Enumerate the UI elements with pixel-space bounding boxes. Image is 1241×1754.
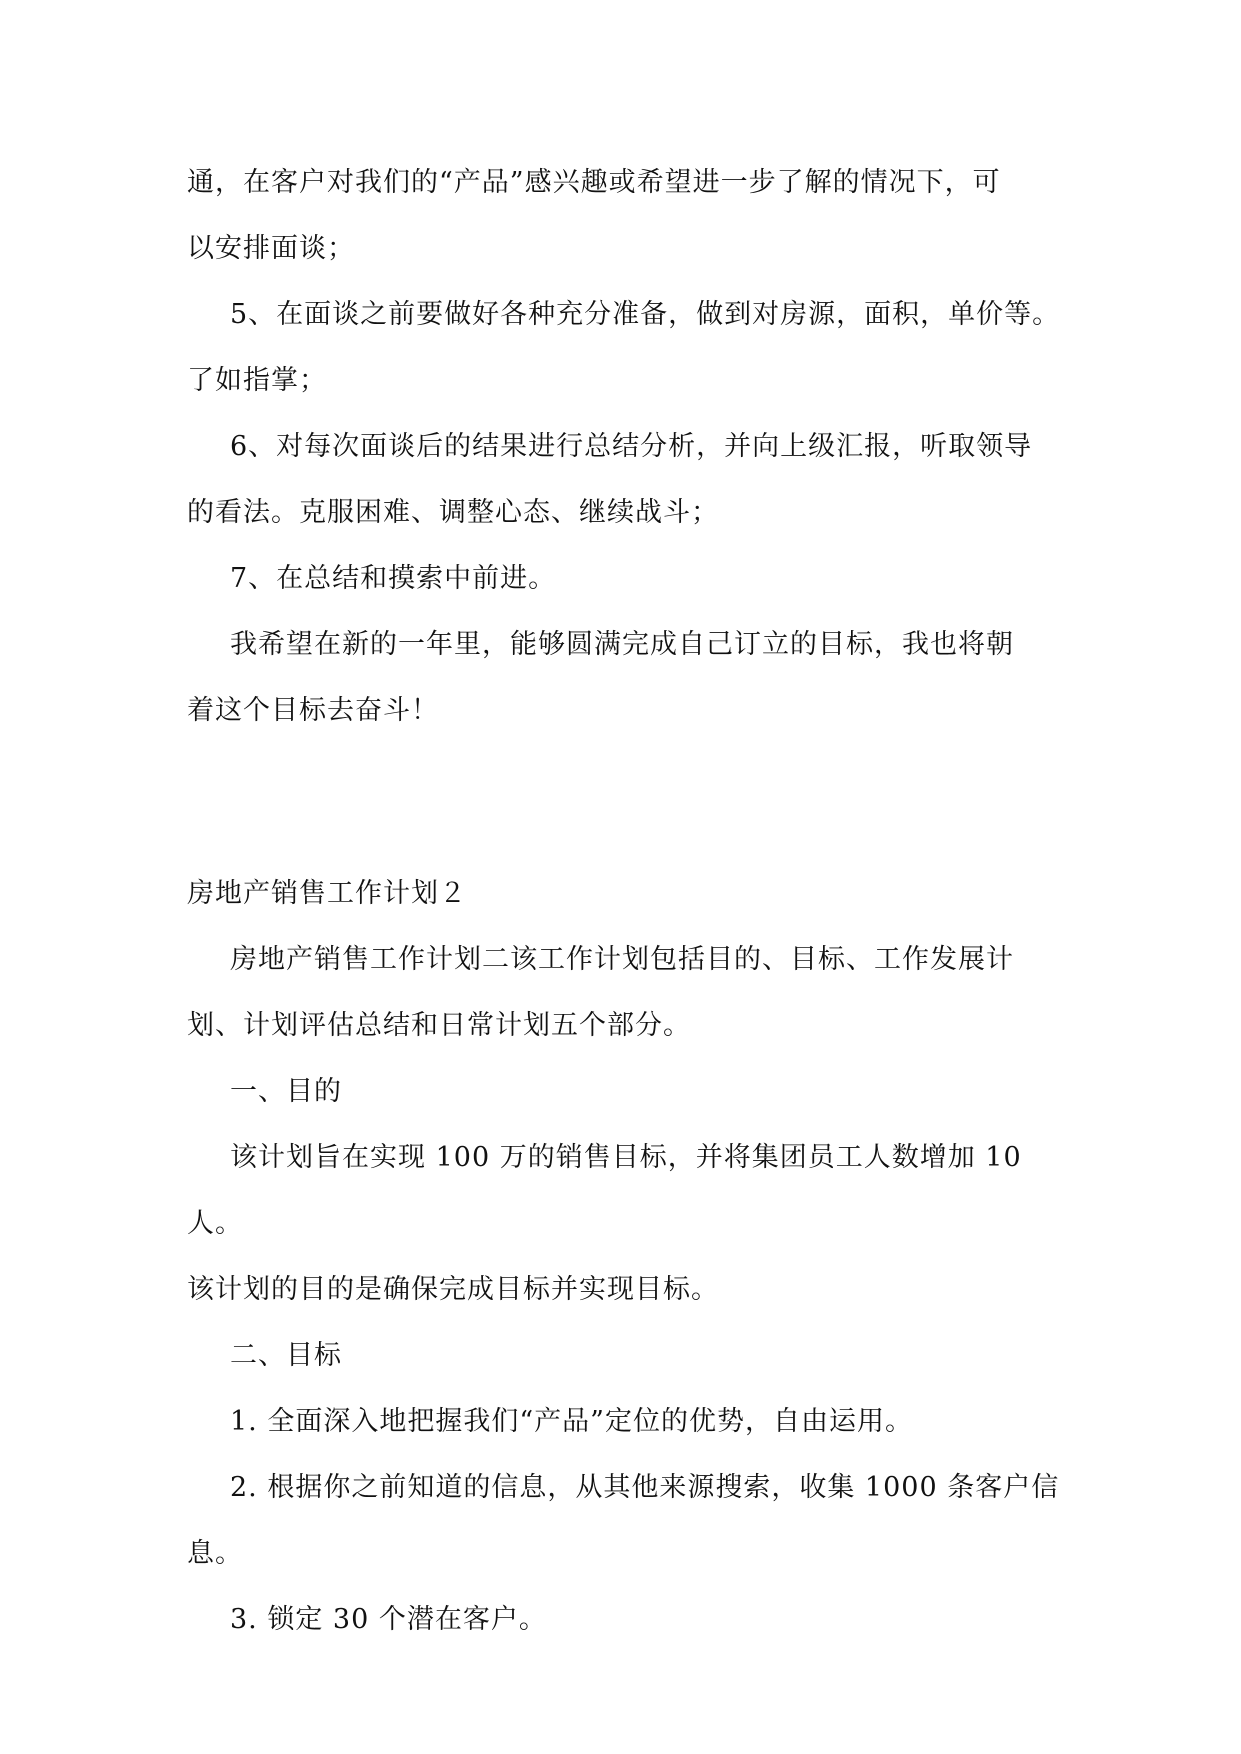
- document-section-2: [187, 861, 1067, 1653]
- paragraph-line: 了如指掌；: [187, 365, 327, 396]
- paragraph-line: 7、在总结和摸索中前进。: [230, 563, 557, 594]
- paragraph-line: 该计划的目的是确保完成目标并实现目标。: [187, 1274, 719, 1305]
- paragraph-line: 6、对每次面谈后的结果进行总结分析，并向上级汇报，听取领导: [230, 431, 1033, 462]
- document-section-1: [187, 150, 1067, 744]
- paragraph-line: 3. 锁定 30 个潜在客户。: [230, 1604, 547, 1635]
- paragraph-line: 息。: [187, 1538, 243, 1569]
- paragraph-line: 2. 根据你之前知道的信息，从其他来源搜索，收集 1000 条客户信: [230, 1472, 1060, 1503]
- paragraph-line: 以安排面谈；: [187, 233, 355, 264]
- paragraph-line: 一、目的: [230, 1076, 342, 1107]
- paragraph-line: 通，在客户对我们的“产品”感兴趣或希望进一步了解的情况下，可: [187, 167, 1001, 198]
- paragraph-line: 1. 全面深入地把握我们“产品”定位的优势，自由运用。: [230, 1406, 913, 1437]
- paragraph-line: 二、目标: [230, 1340, 342, 1371]
- paragraph-line: 我希望在新的一年里，能够圆满完成自己订立的目标，我也将朝: [230, 629, 1014, 660]
- paragraph-line: 划、计划评估总结和日常计划五个部分。: [187, 1010, 691, 1041]
- paragraph-line: 房地产销售工作计划二该工作计划包括目的、目标、工作发展计: [230, 944, 1014, 975]
- section-title: 房地产销售工作计划２: [187, 878, 467, 909]
- paragraph-line: 该计划旨在实现 100 万的销售目标，并将集团员工人数增加 10 人。: [187, 1142, 1032, 1239]
- paragraph-line: 的看法。克服困难、调整心态、继续战斗；: [187, 497, 719, 528]
- paragraph-line: 5、在面谈之前要做好各种充分准备，做到对房源，面积，单价等。: [230, 299, 1061, 330]
- paragraph-line: 着这个目标去奋斗！: [187, 695, 439, 726]
